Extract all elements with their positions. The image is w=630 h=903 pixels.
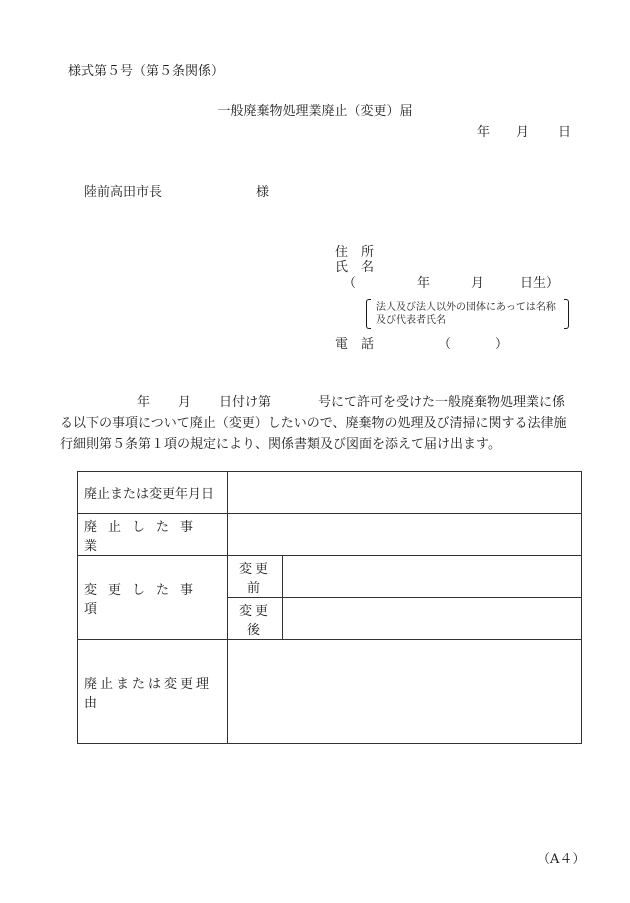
right-bracket: [564, 299, 569, 329]
change-date-field[interactable]: [228, 472, 582, 514]
table-row: [78, 640, 582, 744]
birthdate-open-paren: （: [343, 276, 357, 291]
body-year-label: 年: [137, 395, 151, 410]
abolished-business-label: 廃止した事業: [78, 514, 228, 556]
applicant-address-label: 住 所: [335, 245, 375, 260]
reason-label: 廃止または変更理由: [78, 640, 228, 744]
notification-body: [60, 392, 590, 455]
date-day-label: 日: [558, 125, 572, 140]
date-month-label: 月: [516, 125, 530, 140]
abolished-business-field[interactable]: [228, 514, 582, 556]
corporate-note: [376, 301, 556, 327]
table-row: [78, 514, 582, 556]
birthdate-day-label: 日生）: [520, 276, 560, 291]
table-row: [78, 556, 582, 598]
table-row: [78, 472, 582, 514]
body-month-label: 月: [178, 395, 192, 410]
body-day-prefix: 日付け第: [219, 395, 272, 410]
notification-table: [77, 471, 582, 744]
applicant-name-label: 氏 名: [335, 260, 375, 275]
left-bracket: [366, 299, 371, 329]
paper-size-label: （A４）: [537, 852, 586, 867]
before-change-field[interactable]: [283, 556, 582, 598]
phone-open-paren: （: [438, 337, 452, 352]
birthdate-month-label: 月: [471, 276, 485, 291]
changed-items-label: 変更した事項: [78, 556, 228, 640]
addressee-name: 陸前高田市長: [84, 185, 163, 200]
corporate-note-line2: 及び代表者氏名: [376, 315, 446, 326]
document-title: 一般廃棄物処理業廃止（変更）届: [217, 104, 413, 119]
reason-field[interactable]: [228, 640, 582, 744]
after-change-field[interactable]: [283, 598, 582, 640]
form-id: 様式第５号（第５条関係）: [68, 64, 225, 79]
body-line1-rest: 号にて許可を受けた一般廃棄物処理業に係: [318, 395, 566, 410]
change-date-label: 廃止または変更年月日: [78, 472, 228, 514]
before-change-label: 変更前: [228, 556, 283, 598]
phone-label: 電 話: [335, 337, 375, 352]
body-line3: 行細則第５条第１項の規定により、関係書類及び図面を添えて届け出ます。: [60, 437, 501, 452]
date-year-label: 年: [477, 125, 491, 140]
corporate-note-bracket: [366, 299, 569, 329]
birthdate-year-label: 年: [417, 276, 431, 291]
body-line2: る以下の事項について廃止（変更）したいので、廃棄物の処理及び清掃に関する法律施: [60, 416, 567, 431]
phone-close-paren: ）: [495, 337, 509, 352]
body-line1: [60, 392, 590, 413]
addressee-honorific: 様: [256, 185, 270, 200]
corporate-note-line1: 法人及び法人以外の団体にあっては名称: [376, 302, 556, 313]
after-change-label: 変更後: [228, 598, 283, 640]
